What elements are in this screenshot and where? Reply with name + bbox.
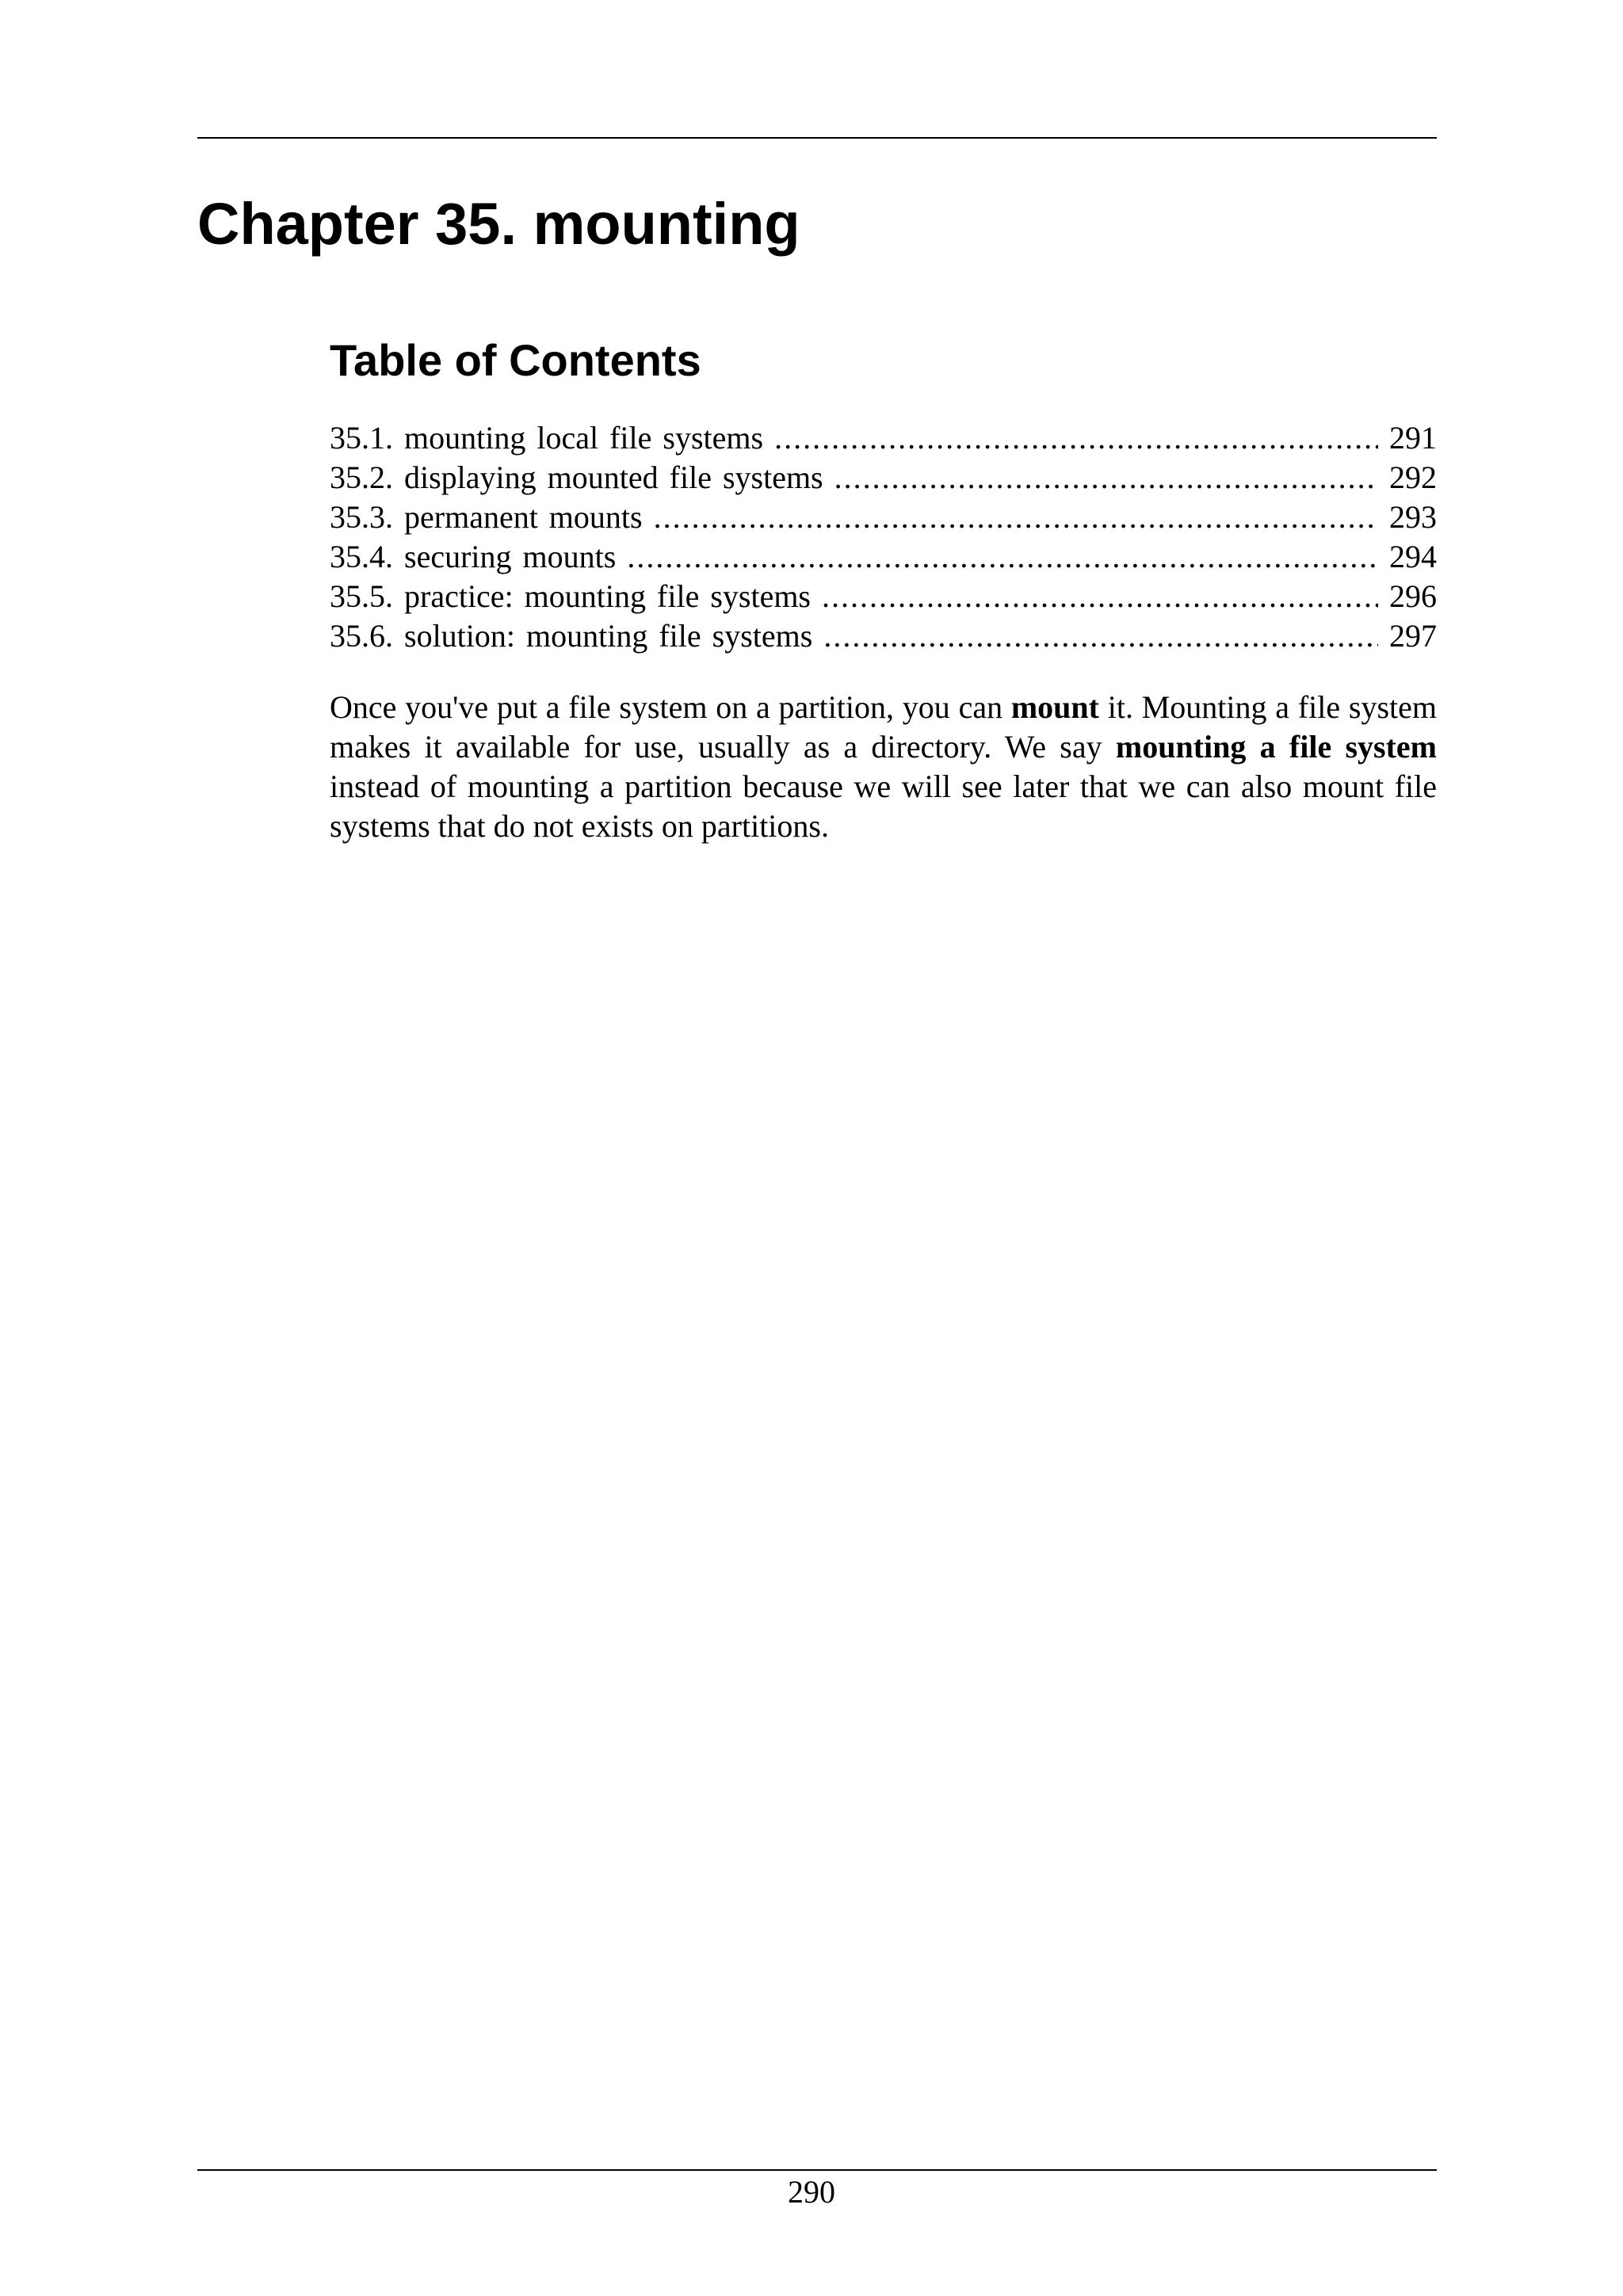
intro-text-3: instead of mounting a partition because we will see later that we can also mount file systems that do not exists on partitions. bbox=[330, 769, 1437, 844]
intro-text-2: it. Mounting a file system makes it available for use, usually as a directory. We say bbox=[330, 689, 1437, 765]
toc-leader-dots bbox=[627, 537, 1378, 577]
term-mount: mount bbox=[1010, 689, 1099, 725]
toc-entry-35-3[interactable] bbox=[330, 498, 1437, 537]
table-of-contents bbox=[330, 418, 1437, 656]
chapter-title: Chapter 35. mounting bbox=[197, 191, 800, 257]
toc-leader-dots bbox=[823, 616, 1378, 656]
toc-entry-label: 35.3. permanent mounts bbox=[330, 499, 643, 535]
toc-entry-label: 35.2. displaying mounted file systems bbox=[330, 460, 823, 495]
toc-entry-page: 292 bbox=[1389, 460, 1437, 495]
toc-entry-page: 293 bbox=[1389, 499, 1437, 535]
toc-entry-page: 294 bbox=[1389, 539, 1437, 574]
toc-entry-35-6[interactable] bbox=[330, 616, 1437, 656]
toc-entry-page: 297 bbox=[1389, 618, 1437, 654]
toc-leader-dots bbox=[654, 498, 1378, 537]
toc-leader-dots bbox=[822, 577, 1378, 616]
toc-entry-35-2[interactable] bbox=[330, 458, 1437, 498]
toc-heading: Table of Contents bbox=[330, 335, 701, 385]
toc-entry-35-5[interactable] bbox=[330, 577, 1437, 616]
intro-paragraph bbox=[330, 688, 1437, 846]
toc-entry-35-4[interactable] bbox=[330, 537, 1437, 577]
toc-leader-dots bbox=[774, 418, 1378, 458]
toc-entry-label: 35.4. securing mounts bbox=[330, 539, 617, 574]
page-number: 290 bbox=[788, 2174, 835, 2210]
toc-entry-page: 296 bbox=[1389, 578, 1437, 614]
intro-text-1: Once you've put a file system on a partition, you can bbox=[330, 689, 1011, 725]
toc-entry-page: 291 bbox=[1389, 420, 1437, 456]
header-rule bbox=[197, 137, 1437, 139]
toc-leader-dots bbox=[834, 458, 1378, 498]
footer-rule bbox=[197, 2169, 1437, 2171]
toc-entry-label: 35.5. practice: mounting file systems bbox=[330, 578, 811, 614]
term-mounting-a-file-system: mounting a file system bbox=[1115, 729, 1438, 765]
toc-entry-35-1[interactable] bbox=[330, 418, 1437, 458]
toc-entry-label: 35.1. mounting local file systems bbox=[330, 420, 764, 456]
toc-entry-label: 35.6. solution: mounting file systems bbox=[330, 618, 813, 654]
